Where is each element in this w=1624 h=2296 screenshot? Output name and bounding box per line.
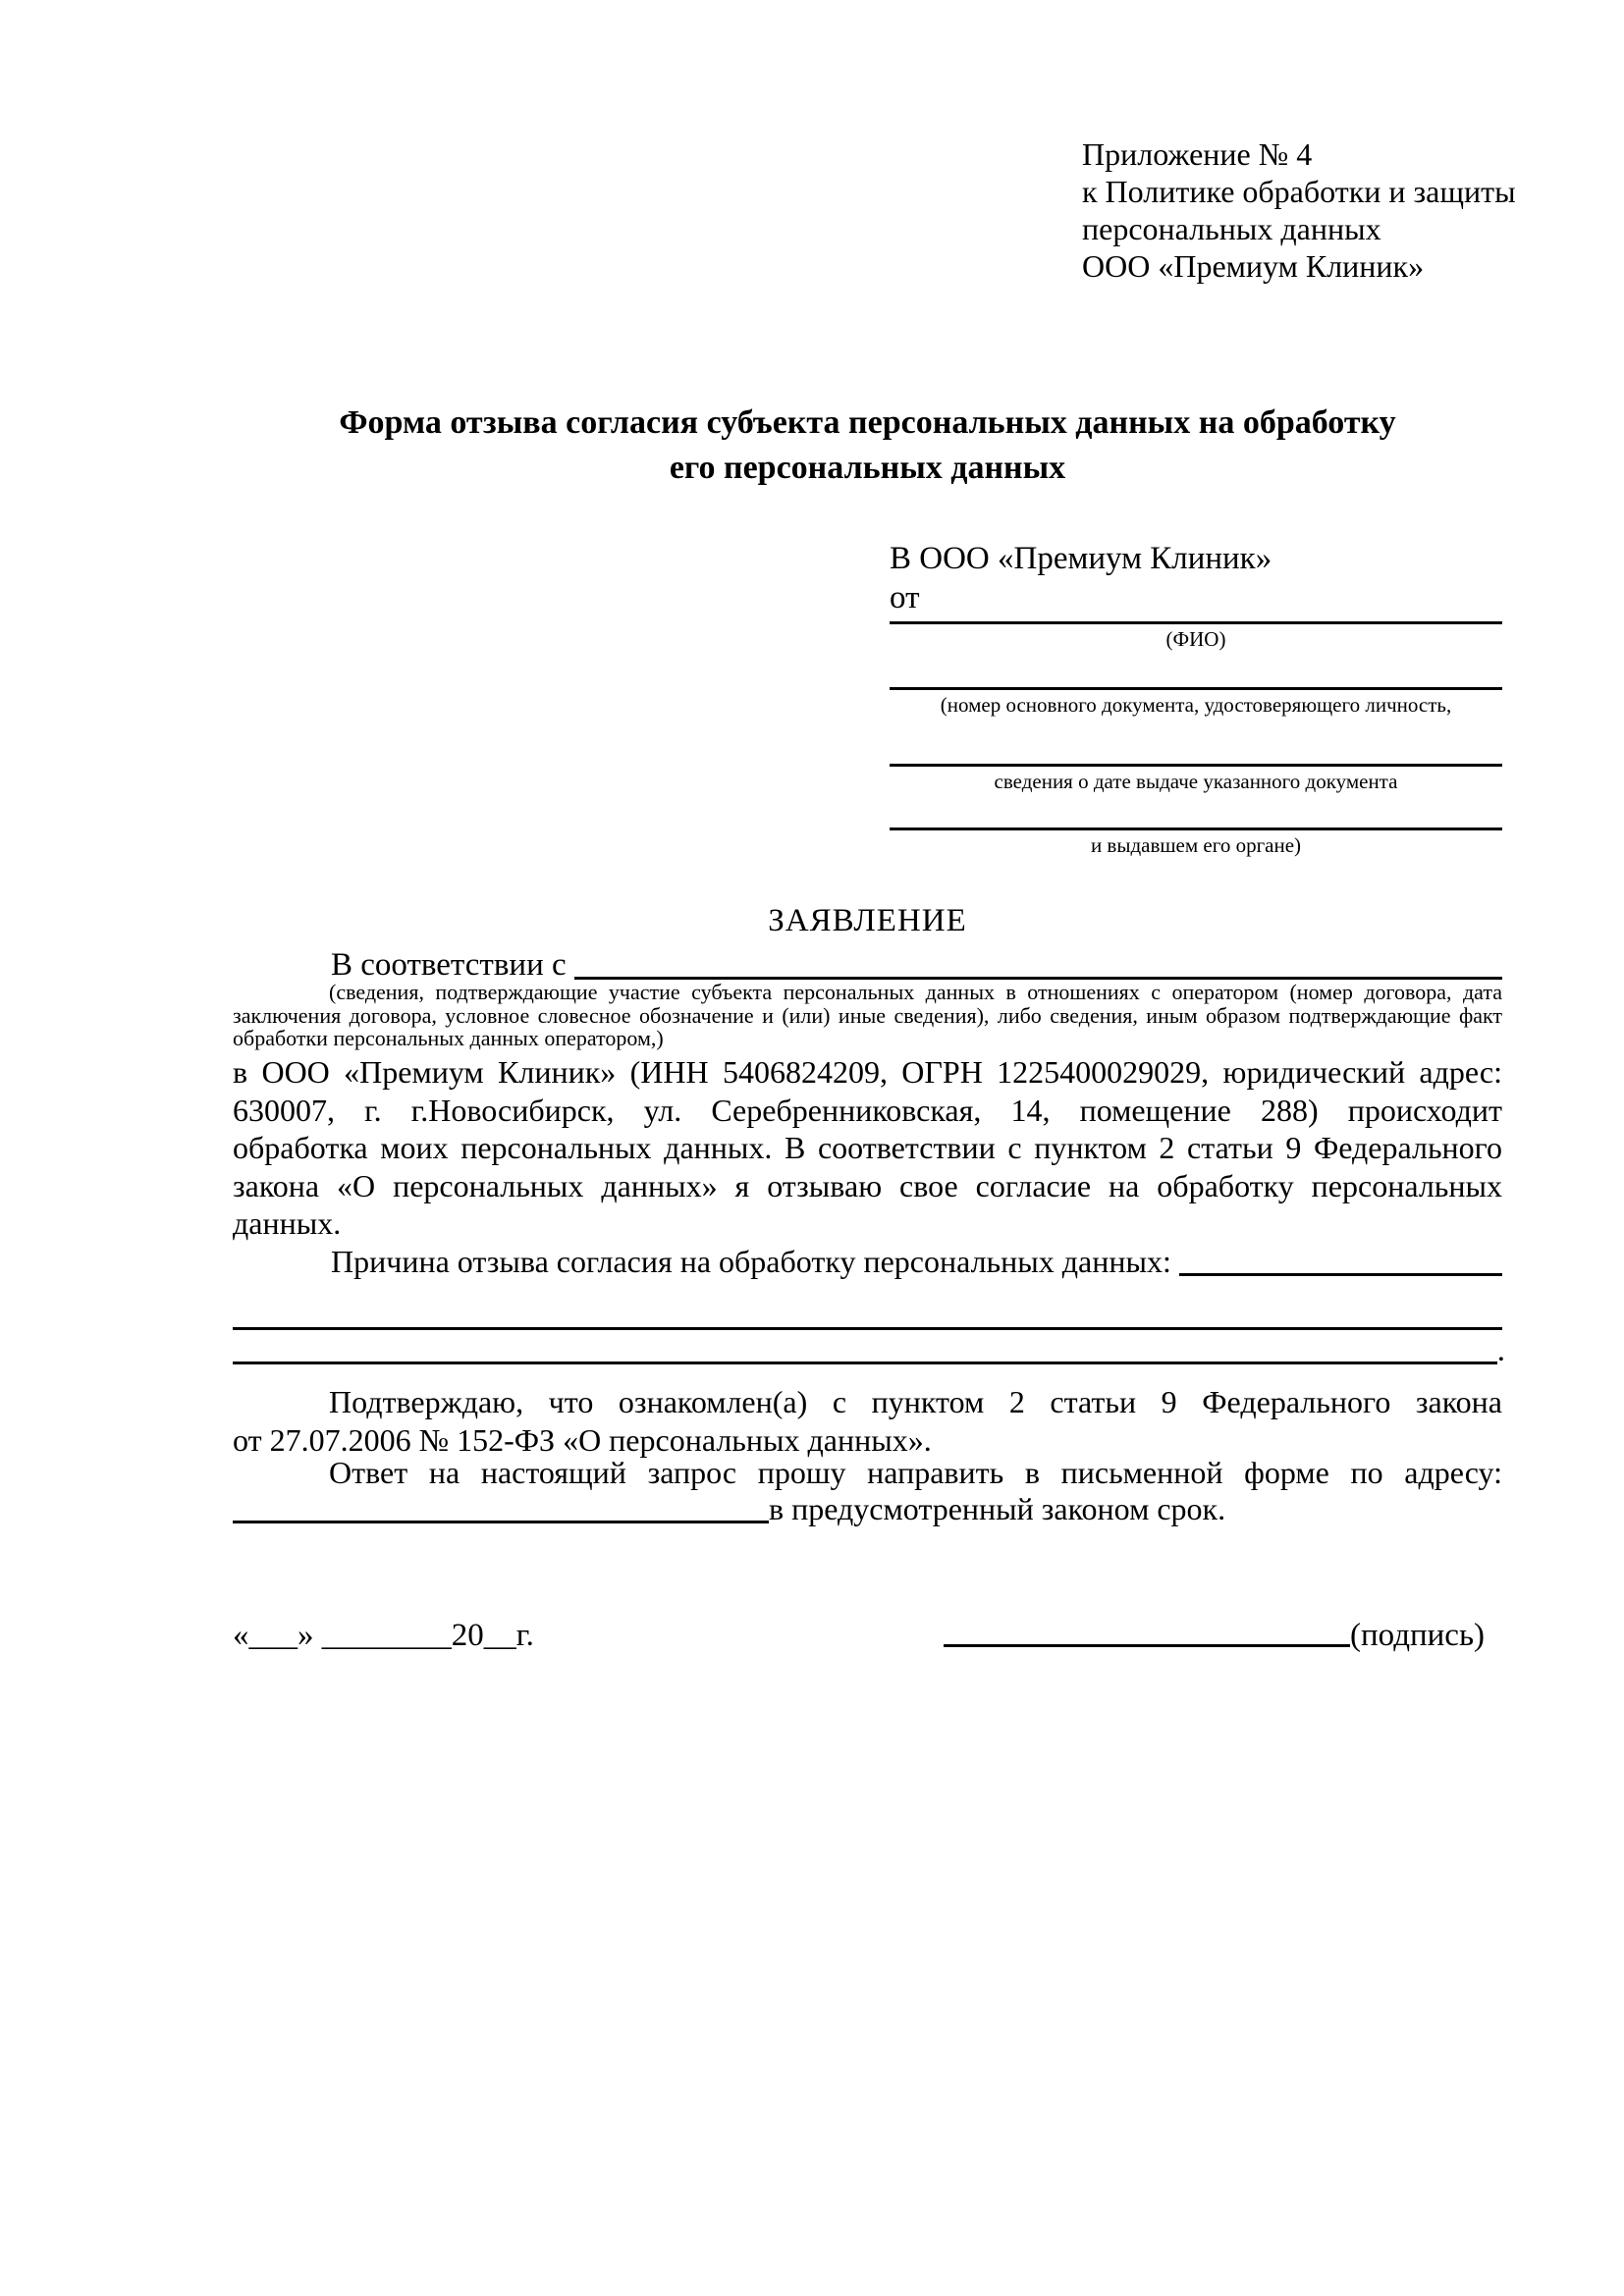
basis-note: [233, 981, 1502, 1050]
reason-extra-blank-line-2[interactable]: [233, 1333, 1497, 1364]
addressee-from-label: от: [890, 580, 920, 615]
reason-blank-line[interactable]: [1179, 1243, 1502, 1276]
signature-blank-line[interactable]: [944, 1644, 1350, 1647]
issuing-authority-field-caption: и выдавшем его органе): [1090, 833, 1302, 857]
doc-number-field-line[interactable]: [890, 687, 1502, 690]
reply-lead: Ответ на настоящий запрос прошу направить в письменной форме по адресу:: [329, 1455, 1502, 1490]
annex-line: ООО «Премиум Клиник»: [1082, 248, 1425, 284]
issue-date-field-line[interactable]: [890, 764, 1502, 767]
annex-line: Приложение № 4: [1082, 136, 1313, 172]
addressee-to: В ООО «Премиум Клиник»: [890, 541, 1272, 576]
confirmation-line: Подтверждаю, что ознакомлен(а) с пунктом 2 статьи 9 Федерального закона: [329, 1384, 1502, 1419]
document-title-line: его персональных данных: [669, 450, 1066, 486]
issue-date-field-caption: сведения о дате выдаче указанного документа: [994, 770, 1398, 793]
reason-extra-blank-row: [233, 1333, 1505, 1368]
reason-label: Причина отзыва согласия на обработку персональных данных:: [331, 1244, 1171, 1279]
doc-number-field: [890, 687, 1502, 718]
document-title: [233, 400, 1502, 491]
body-paragraph-line: закона «О персональных данных» я отзываю свое согласие на обработку персональных: [233, 1167, 1502, 1203]
fio-field: [890, 621, 1502, 652]
basis-note-line: обработки персональных данных оператором,): [233, 1026, 664, 1050]
body-paragraph-line: обработка моих персональных данных. В соответствии с пунктом 2 статьи 9 Федерального: [233, 1130, 1502, 1165]
signature-group: [944, 1615, 1485, 1656]
body-paragraph-line: 630007, г. г.Новосибирск, ул. Серебренниковская, 14, помещение 288) происходит: [233, 1092, 1502, 1128]
trailing-period: .: [1496, 1333, 1505, 1368]
issuing-authority-field: [890, 828, 1502, 858]
annex-line: персональных данных: [1082, 211, 1381, 246]
body-paragraph: [233, 1053, 1502, 1243]
confirmation-line: от 27.07.2006 № 152-ФЗ «О персональных данных».: [233, 1421, 932, 1458]
issuing-authority-field-line[interactable]: [890, 828, 1502, 830]
body-paragraph-line: в ООО «Премиум Клиник» (ИНН 5406824209, ОГРН 1225400029029, юридический адрес:: [233, 1054, 1502, 1090]
basis-row: [233, 946, 1502, 984]
reply-address-row: [233, 1489, 1502, 1528]
addressee-block: [890, 539, 1502, 858]
basis-note-line: заключения договора, условное словесное обозначение и (или) иные сведения), либо сведения, иным образом подтверждающие факт: [233, 1002, 1502, 1028]
confirmation-paragraph: [233, 1383, 1502, 1459]
reply-tail: в предусмотренный законом срок.: [769, 1491, 1226, 1526]
fio-field-caption: (ФИО): [1165, 627, 1226, 651]
issue-date-field: [890, 764, 1502, 794]
reason-row: [233, 1243, 1502, 1280]
annex-note: [1082, 135, 1516, 285]
signature-caption: (подпись): [1350, 1618, 1485, 1653]
document-title-line: Форма отзыва согласия субъекта персональных данных на обработку: [339, 404, 1396, 441]
reason-extra-blank-line-1[interactable]: [233, 1327, 1502, 1330]
basis-lead: В соответствии с: [331, 947, 567, 983]
basis-note-line: (сведения, подтверждающие участие субъекта персональных данных в отношениях с оператором (номер договора, дата: [329, 980, 1502, 1004]
fio-field-line[interactable]: [890, 621, 1502, 624]
basis-blank-line[interactable]: [574, 946, 1502, 980]
date-blank: «___» ________20__г.: [233, 1618, 534, 1653]
statement-heading: ЗАЯВЛЕНИЕ: [768, 903, 967, 938]
doc-number-field-caption: (номер основного документа, удостоверяющего личность,: [940, 693, 1452, 717]
date-signature-row: [233, 1615, 1502, 1656]
address-blank-line[interactable]: [233, 1489, 769, 1523]
body-paragraph-line: данных.: [233, 1205, 342, 1241]
annex-line: к Политике обработки и защиты: [1082, 174, 1516, 209]
